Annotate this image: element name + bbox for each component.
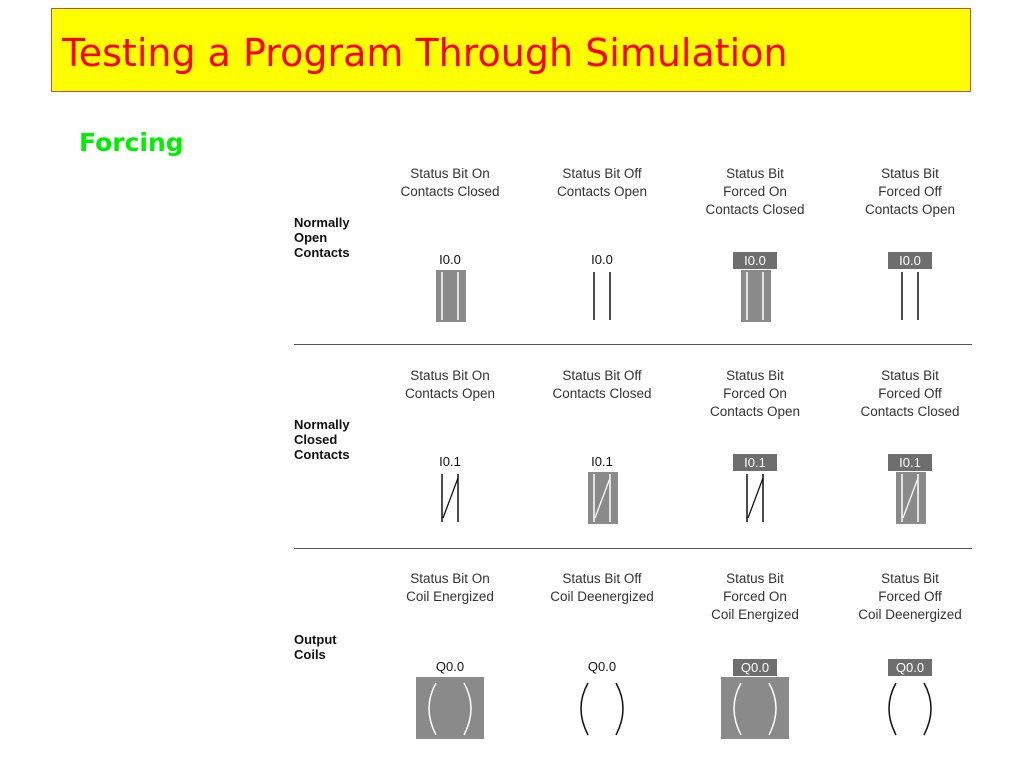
- caption-line: Forced On: [723, 184, 787, 199]
- row-label-line: Open: [294, 230, 328, 245]
- caption-line: Contacts Open: [556, 184, 648, 199]
- caption-line: Status Bit On: [410, 368, 490, 383]
- caption-line: Status Bit On: [410, 166, 490, 181]
- cell-caption: [380, 165, 520, 201]
- section-heading: Forcing: [79, 128, 184, 157]
- caption-line: Coil Deenergized: [858, 607, 962, 622]
- coil-paren-left: [581, 683, 588, 735]
- caption-line: Contacts Closed: [705, 202, 805, 217]
- cell-caption: [840, 570, 980, 624]
- forced-address-tag: I0.1: [733, 454, 777, 471]
- caption-line: Forced Off: [878, 589, 942, 604]
- row-label-line: Closed: [294, 432, 338, 447]
- forced-address-tag: I0.0: [888, 252, 932, 269]
- caption-line: Status Bit: [881, 368, 939, 383]
- caption-line: Contacts Closed: [552, 386, 652, 401]
- cell-caption: [380, 570, 520, 606]
- cell-caption: [532, 367, 672, 403]
- address-label: I0.1: [439, 454, 461, 469]
- caption-line: Forced On: [723, 386, 787, 401]
- row-label: [294, 632, 337, 662]
- caption-line: Contacts Closed: [400, 184, 500, 199]
- row-label-line: Normally: [294, 215, 350, 230]
- coil-paren-right: [616, 683, 623, 735]
- cell-caption: [380, 367, 520, 403]
- contact-slash: [748, 478, 763, 518]
- cell-caption: [840, 165, 980, 219]
- caption-line: Status Bit: [726, 368, 784, 383]
- coil-paren-left: [889, 683, 896, 735]
- row-label: [294, 215, 350, 260]
- caption-line: Contacts Closed: [860, 404, 960, 419]
- energized-shading: [741, 270, 771, 322]
- caption-line: Coil Deenergized: [550, 589, 654, 604]
- forced-address-tag: Q0.0: [888, 659, 932, 676]
- energized-shading: [436, 270, 466, 322]
- caption-line: Status Bit On: [410, 571, 490, 586]
- address-label: Q0.0: [587, 659, 617, 674]
- address-label: I0.1: [591, 454, 613, 469]
- row-label-line: Output: [294, 632, 337, 647]
- caption-line: Status Bit: [726, 166, 784, 181]
- row-label-line: Contacts: [294, 447, 350, 462]
- caption-line: Contacts Open: [864, 202, 956, 217]
- caption-line: Status Bit: [726, 571, 784, 586]
- forced-address-tag: Q0.0: [733, 659, 777, 676]
- row-divider: [294, 344, 972, 345]
- energized-shading: [721, 677, 789, 739]
- caption-line: Contacts Open: [709, 404, 801, 419]
- caption-line: Forced Off: [878, 386, 942, 401]
- contact-slash: [443, 478, 458, 518]
- forced-address-tag: I0.1: [888, 454, 932, 471]
- caption-line: Status Bit: [881, 166, 939, 181]
- caption-line: Contacts Open: [404, 386, 496, 401]
- caption-line: Forced On: [723, 589, 787, 604]
- address-label: I0.0: [439, 252, 461, 267]
- address-label: I0.0: [591, 252, 613, 267]
- coil-paren-right: [924, 683, 931, 735]
- forced-address-tag: I0.0: [733, 252, 777, 269]
- caption-line: Coil Energized: [406, 589, 494, 604]
- energized-shading: [416, 677, 484, 739]
- row-label-line: Coils: [294, 647, 326, 662]
- slide-title: Testing a Program Through Simulation: [62, 31, 788, 75]
- cell-caption: [685, 367, 825, 421]
- cell-caption: [840, 367, 980, 421]
- cell-caption: [685, 570, 825, 624]
- address-label: Q0.0: [435, 659, 465, 674]
- row-divider: [294, 548, 972, 549]
- caption-line: Coil Energized: [711, 607, 799, 622]
- row-label-line: Normally: [294, 417, 350, 432]
- cell-caption: [532, 570, 672, 606]
- row-label: [294, 417, 350, 462]
- cell-caption: [532, 165, 672, 201]
- caption-line: Status Bit Off: [562, 571, 642, 586]
- caption-line: Status Bit Off: [562, 368, 642, 383]
- row-label-line: Contacts: [294, 245, 350, 260]
- cell-caption: [685, 165, 825, 219]
- caption-line: Status Bit: [881, 571, 939, 586]
- caption-line: Status Bit Off: [562, 166, 642, 181]
- caption-line: Forced Off: [878, 184, 942, 199]
